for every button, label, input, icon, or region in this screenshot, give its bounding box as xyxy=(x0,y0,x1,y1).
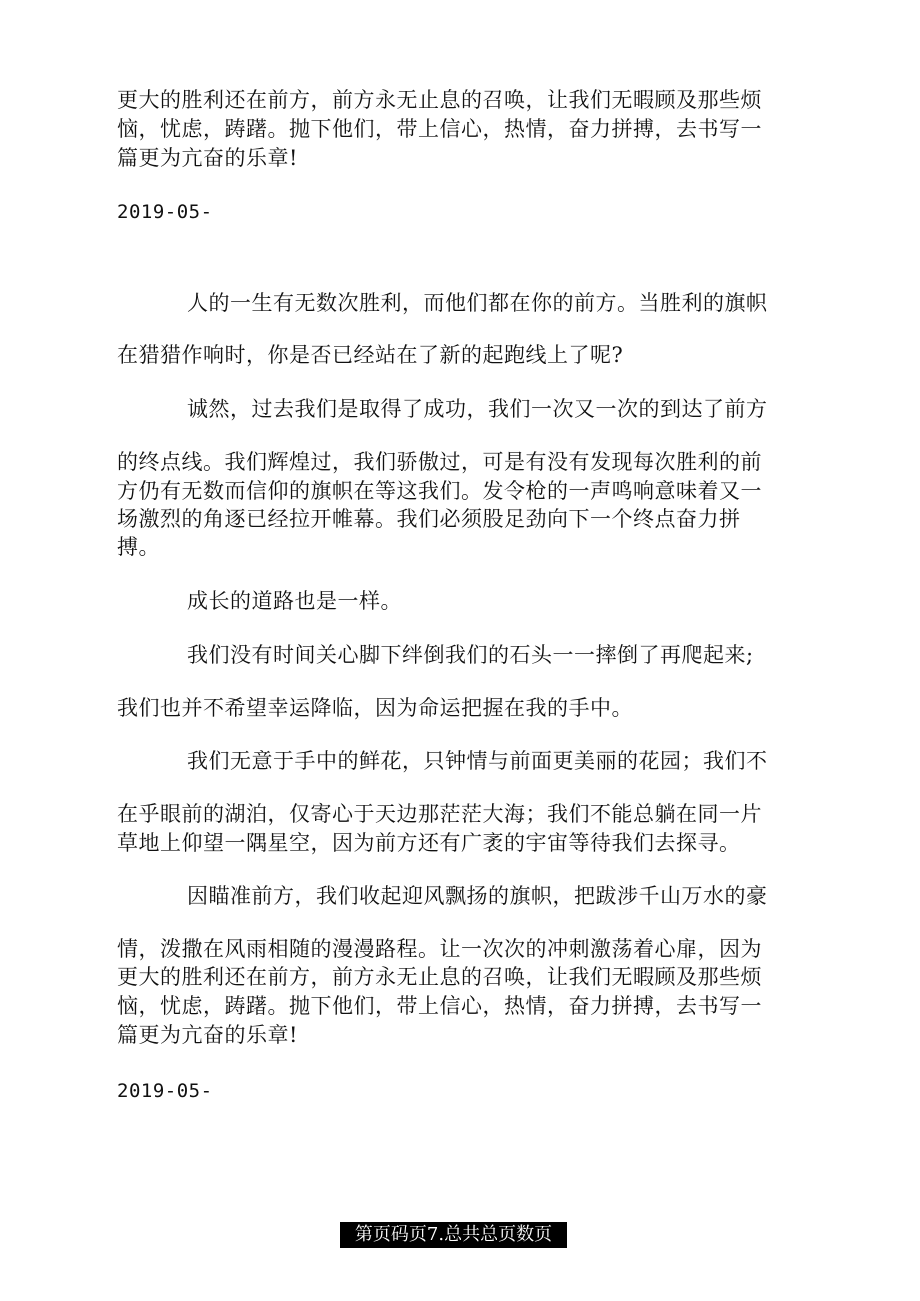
paragraph-first-line: 成长的道路也是一样。 xyxy=(187,589,402,613)
paragraph-first-line: 诚然，过去我们是取得了成功，我们一次又一次的到达了前方 xyxy=(187,397,768,421)
paragraph-first-line: 因瞄准前方，我们收起迎风飘扬的旗帜，把跋涉千山万水的豪 xyxy=(187,884,768,908)
text-line: 篇更为亢奋的乐章! xyxy=(117,1023,298,1047)
paragraph-first-line: 人的一生有无数次胜利，而他们都在你的前方。当胜利的旗帜 xyxy=(187,291,768,315)
paragraph-first-line: 我们无意于手中的鲜花，只钟情与前面更美丽的花园；我们不 xyxy=(187,749,768,773)
text-line: 恼，忧虑，踌躇。抛下他们，带上信心，热情，奋力拼搏，去书写一 xyxy=(117,117,762,141)
text-line: 搏。 xyxy=(117,535,160,559)
text-line: 的终点线。我们辉煌过，我们骄傲过，可是有没有发现每次胜利的前 xyxy=(117,450,762,474)
text-line: 场激烈的角逐已经拉开帷幕。我们必须股足劲向下一个终点奋力拼 xyxy=(117,507,741,531)
text-line: 篇更为亢奋的乐章! xyxy=(117,146,298,170)
text-line: 草地上仰望一隅星空，因为前方还有广袤的宇宙等待我们去探寻。 xyxy=(117,831,741,855)
text-line: 情，泼撒在风雨相随的漫漫路程。让一次次的冲刺激荡着心扉，因为 xyxy=(117,937,762,961)
text-line: 更大的胜利还在前方，前方永无止息的召唤，让我们无暇顾及那些烦 xyxy=(117,965,762,989)
text-line: 在乎眼前的湖泊，仅寄心于天边那茫茫大海；我们不能总躺在同一片 xyxy=(117,802,762,826)
page-footer: 第页码页7.总共总页数页 xyxy=(340,1222,567,1248)
date-label: 2019-05- xyxy=(117,1080,213,1102)
text-line: 方仍有无数而信仰的旗帜在等这我们。发令枪的一声鸣响意味着又一 xyxy=(117,479,762,503)
text-line: 我们也并不希望幸运降临，因为命运把握在我的手中。 xyxy=(117,696,633,720)
text-line: 更大的胜利还在前方，前方永无止息的召唤，让我们无暇顾及那些烦 xyxy=(117,88,762,112)
text-line: 在猎猎作响时，你是否已经站在了新的起跑线上了呢? xyxy=(117,343,624,367)
text-line: 恼，忧虑，踌躇。抛下他们，带上信心，热情，奋力拼搏，去书写一 xyxy=(117,994,762,1018)
paragraph-first-line: 我们没有时间关心脚下绊倒我们的石头一一摔倒了再爬起来; xyxy=(187,643,754,667)
date-label: 2019-05- xyxy=(117,201,213,223)
